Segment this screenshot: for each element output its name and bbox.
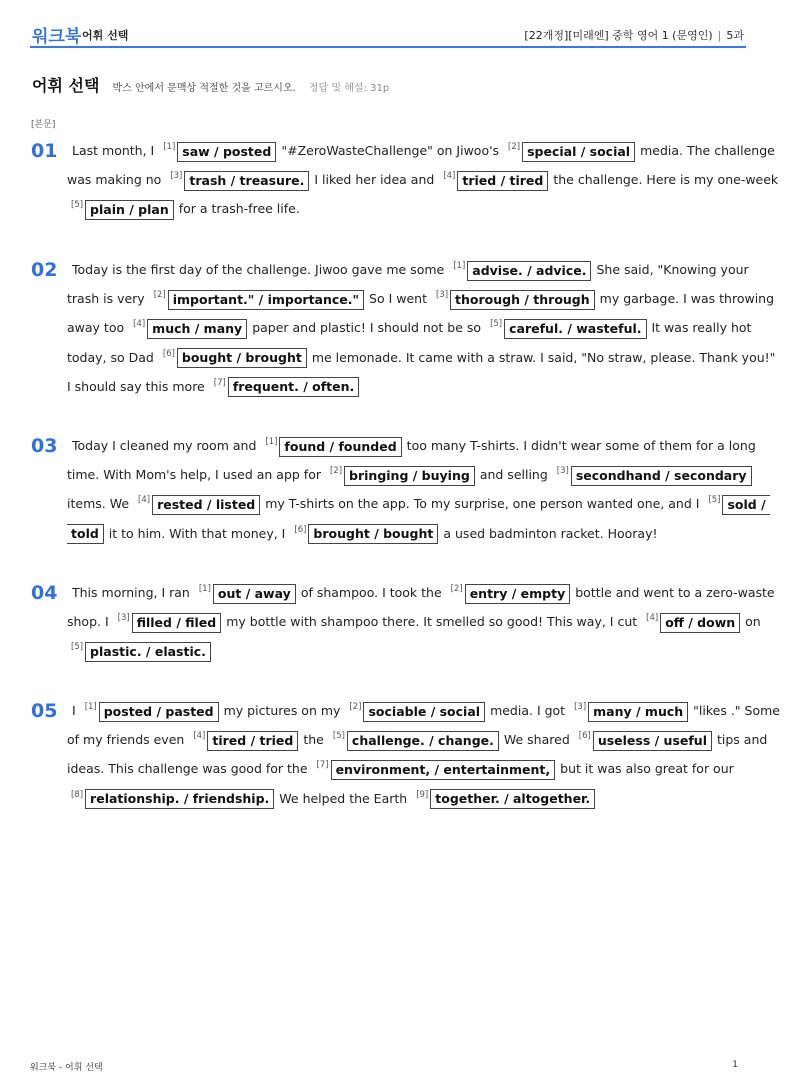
course-name: [22개정][미래엔] 중학 영어 1 (문영인) [524, 29, 713, 42]
choice-box[interactable]: rested / listed [152, 495, 260, 515]
passage-text: ideas. This challenge was good for the [67, 761, 308, 777]
course-info [524, 27, 744, 43]
passage-text: "likes ." Some [693, 703, 780, 718]
passage-text: but it was also great for our [560, 761, 734, 777]
passage-text: items. We [67, 496, 130, 512]
passage-text: my garbage. I was throwing [599, 291, 775, 307]
passage-text: too many T-shirts. I didn't wear some of them for a long [406, 438, 756, 453]
passage-text: today, so Dad [67, 349, 154, 365]
blank-marker: [3] [574, 702, 587, 712]
choice-box[interactable]: entry / empty [465, 584, 571, 604]
course-separator: | [717, 29, 722, 42]
passage-text: "#ZeroWasteChallenge" on Jiwoo's [281, 143, 500, 158]
passage-text: bottle and went to a zero-waste [575, 585, 775, 600]
choice-box[interactable]: sold / [722, 495, 769, 515]
blank-marker: [9] [416, 789, 429, 800]
choice-box[interactable]: sociable / social [363, 702, 485, 722]
passage-line [72, 255, 754, 277]
section-number: 03 [31, 435, 58, 457]
passage-text: So I went [369, 291, 427, 307]
passage-text: the challenge. Here is my one-week [553, 172, 779, 188]
blank-marker: [3] [117, 613, 130, 624]
passage-text: trash is very [67, 291, 145, 307]
passage-text: paper and plastic! I should not be so [252, 320, 482, 336]
passage-label: [본문] [31, 120, 56, 130]
passage-line [67, 372, 364, 394]
choice-box[interactable]: posted / pasted [99, 702, 219, 722]
passage-line [67, 194, 305, 216]
footer-title: 워크북 - 어휘 선택 [30, 1063, 103, 1073]
choice-box[interactable]: thorough / through [450, 290, 595, 310]
passage-text: my bottle with shampoo there. It smelled so good! This way, I cut [226, 614, 638, 630]
passage-line [67, 343, 780, 365]
passage-text: away too [67, 320, 125, 336]
passage-text: media. I got [490, 703, 566, 718]
blank-marker: [5] [71, 200, 84, 211]
blank-marker: [1] [84, 702, 97, 712]
page-title: 어휘 선택 [32, 76, 100, 95]
blank-marker: [1] [265, 437, 278, 447]
blank-marker: [2] [329, 466, 343, 477]
blank-marker: [2] [450, 584, 463, 594]
blank-marker: [7] [213, 377, 226, 388]
passage-line [67, 489, 775, 511]
blank-marker: [6] [578, 731, 591, 742]
passage-text: of my friends even [67, 732, 185, 748]
blank-marker: [5] [708, 495, 721, 506]
blank-marker: [4] [138, 495, 151, 506]
passage-text: tips and [716, 732, 768, 748]
section-number: 02 [31, 259, 58, 281]
blank-marker: [1] [163, 142, 176, 152]
passage-line [67, 784, 600, 806]
passage-text: my T-shirts on the app. To my surprise, one person wanted one, and I [265, 496, 700, 512]
choice-box[interactable]: important." / importance." [168, 290, 364, 310]
choice-box[interactable]: relationship. / friendship. [85, 789, 274, 809]
passage-text: We shared [503, 732, 570, 748]
page-number: 1 [732, 1060, 738, 1070]
choice-box[interactable]: secondhand / secondary [571, 466, 752, 486]
blank-marker: [6] [162, 348, 175, 359]
passage-text: me lemonade. It came with a straw. I said, "No straw, please. Thank you!" [311, 349, 776, 365]
section-number: 05 [31, 700, 58, 722]
blank-marker: [1] [198, 584, 211, 594]
choice-box[interactable]: environment, / entertainment, [331, 760, 556, 780]
choice-box[interactable]: out / away [213, 584, 296, 604]
page-header [30, 18, 746, 48]
choice-box[interactable]: frequent. / often. [228, 377, 359, 397]
choice-box[interactable]: plastic. / elastic. [85, 642, 211, 662]
blank-marker: [7] [316, 760, 329, 771]
answer-reference: 정답 및 해설: 31p [308, 83, 390, 94]
passage-text: for a trash-free life. [178, 201, 300, 217]
passage-line [67, 519, 663, 541]
blank-marker: [4] [646, 613, 659, 624]
choice-box[interactable]: told [67, 524, 104, 544]
blank-marker: [2] [508, 142, 521, 152]
passage-line [72, 578, 780, 600]
passage-text: it to him. With that money, I [108, 525, 286, 541]
blank-marker: [4] [443, 171, 456, 182]
passage-line [67, 607, 766, 629]
choice-box[interactable]: tired / tried [207, 731, 298, 751]
passage-text: of shampoo. I took the [300, 585, 442, 600]
passage-line [67, 725, 772, 747]
passage-text: a used badminton racket. Hooray! [443, 525, 658, 541]
choice-box[interactable]: saw / posted [177, 142, 276, 162]
passage-line [67, 284, 779, 306]
passage-line [72, 696, 785, 718]
section-number: 01 [31, 140, 58, 162]
passage-text: and selling [479, 467, 548, 483]
choice-box[interactable]: challenge. / change. [347, 731, 499, 751]
choice-box[interactable]: plain / plan [85, 200, 174, 220]
passage-text: was making no [67, 172, 162, 188]
passage-text: It was really hot [651, 320, 752, 336]
passage-text: Today I cleaned my room and [72, 438, 257, 453]
blank-marker: [4] [193, 731, 206, 742]
passage-line [72, 431, 761, 453]
choice-box[interactable]: useless / useful [593, 731, 712, 751]
choice-box[interactable]: bought / brought [177, 348, 307, 368]
blank-marker: [2] [349, 702, 362, 712]
choice-box[interactable]: off / down [660, 613, 740, 633]
passage-text: I should say this more [67, 378, 205, 394]
blank-marker: [5] [71, 642, 84, 653]
passage-text: shop. I [67, 614, 109, 630]
blank-marker: [5] [490, 319, 503, 330]
blank-marker: [6] [294, 524, 307, 535]
choice-box[interactable]: special / social [522, 142, 635, 162]
blank-marker: [3] [556, 466, 569, 477]
passage-text: media. The challenge [640, 143, 775, 158]
passage-text: my pictures on my [223, 703, 341, 718]
passage-text: We helped the Earth [279, 790, 408, 806]
passage-text: Last month, I [72, 143, 155, 158]
title-row [32, 73, 389, 96]
lesson-number: 5과 [726, 29, 744, 42]
passage-line [72, 136, 780, 158]
choice-box[interactable]: many / much [588, 702, 688, 722]
passage-text: I liked her idea and [314, 172, 435, 188]
choice-box[interactable]: bringing / buying [344, 466, 475, 486]
choice-box[interactable]: found / founded [279, 437, 401, 457]
choice-box[interactable]: together. / altogether. [430, 789, 595, 809]
instruction-text: 박스 안에서 문맥상 적절한 것을 고르시오. [112, 83, 296, 94]
passage-line [67, 636, 216, 658]
blank-marker: [5] [332, 731, 345, 742]
section-number: 04 [31, 582, 58, 604]
brand-title: 워크북 [32, 27, 82, 47]
brand-subtitle: 어휘 선택 [82, 29, 129, 42]
choice-box[interactable]: careful. / wasteful. [504, 319, 646, 339]
passage-text: on [745, 614, 761, 630]
passage-text: This morning, I ran [72, 585, 190, 600]
choice-box[interactable]: advise. / advice. [467, 261, 591, 281]
passage-text: I [72, 703, 76, 718]
blank-marker: [8] [71, 789, 84, 800]
passage-text: Today is the first day of the challenge. Jiwoo gave me some [72, 262, 445, 277]
blank-marker: [2] [153, 290, 166, 301]
blank-marker: [1] [453, 261, 466, 271]
choice-box[interactable]: brought / bought [308, 524, 438, 544]
passage-line [67, 460, 757, 482]
blank-marker: [3] [436, 290, 449, 301]
choice-box[interactable]: tried / tired [457, 171, 548, 191]
passage-line [67, 165, 783, 187]
blank-marker: [4] [133, 319, 146, 330]
choice-box[interactable]: much / many [147, 319, 247, 339]
passage-line [67, 754, 739, 776]
choice-box[interactable]: trash / treasure. [184, 171, 309, 191]
passage-text: She said, "Knowing your [596, 262, 749, 277]
passage-line [67, 313, 756, 335]
passage-text: the [303, 732, 324, 748]
blank-marker: [3] [170, 171, 183, 182]
passage-text: time. With Mom's help, I used an app for [67, 467, 321, 483]
choice-box[interactable]: filled / filed [132, 613, 222, 633]
